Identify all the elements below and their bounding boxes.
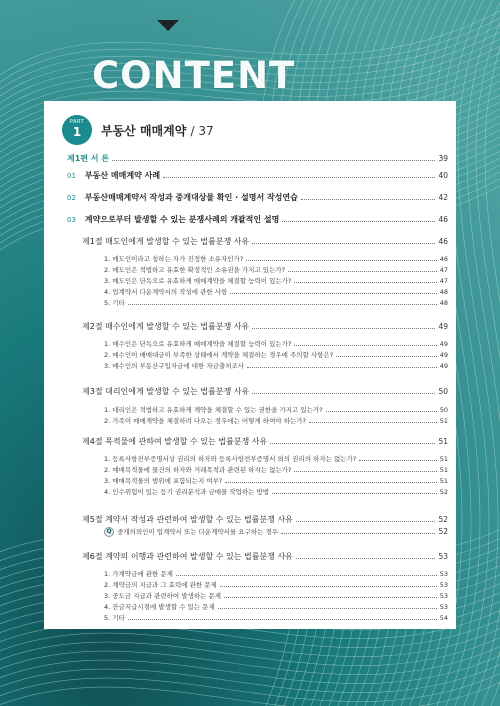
dot-leader	[252, 328, 435, 329]
page-number: 52	[438, 527, 448, 536]
toc-entry-text: 제1절 매도인에게 발생할 수 있는 법률분쟁 사유	[82, 237, 250, 246]
page-number: 47	[439, 276, 448, 285]
page-number: 49	[439, 361, 448, 370]
toc-row-item	[104, 453, 448, 464]
page-number: 48	[439, 287, 448, 296]
toc-entry-text: 3. 매도인은 단독으로 유효하게 매매계약을 체결할 능력이 있는가?	[104, 277, 292, 285]
toc-row-item	[104, 590, 448, 601]
toc-row-item	[104, 349, 448, 360]
toc-row-item	[104, 253, 448, 264]
toc-entry-text: 4. 잔금지급시점에 발생할 수 있는 문제	[104, 603, 215, 611]
toc-entry-text: 부동산매매계약서 작성과 중개대상물 확인 · 설명서 작성연습	[84, 193, 298, 202]
page-number: 46	[438, 237, 448, 246]
toc-row-sub	[82, 321, 448, 332]
toc-entry-text: 1. 매도인이라고 칭하는 자가 진정한 소유자인가?	[104, 255, 244, 263]
toc-entry-text: 제3절 대리인에게 발생할 수 있는 법률분쟁 사유	[82, 387, 250, 396]
toc-entry-text: 5. 기타	[104, 299, 125, 307]
part-label: PART	[69, 119, 85, 125]
toc-row-item	[104, 297, 448, 308]
dot-leader	[326, 411, 437, 412]
dot-leader	[288, 271, 437, 272]
toc-row-item	[104, 601, 448, 612]
dot-leader	[294, 282, 436, 283]
header-marker-triangle	[157, 20, 179, 31]
dot-leader	[309, 422, 437, 423]
page-number: 54	[439, 613, 448, 622]
toc-entry-text: 3. 매매목적물의 범위에 포함되는지 여부?	[104, 477, 223, 485]
toc-row-item	[104, 415, 448, 426]
page-number: 50	[439, 405, 448, 414]
toc-row-chap	[67, 192, 448, 203]
dot-leader	[176, 575, 437, 576]
toc-row-item	[104, 286, 448, 297]
toc-entry-text: 계약으로부터 발생할 수 있는 분쟁사례의 개괄적인 설명	[84, 215, 280, 224]
part-title	[101, 122, 214, 139]
page-number: 53	[438, 552, 448, 561]
page-number: 51	[439, 454, 448, 463]
toc-entry-text: 제1편 서 론	[67, 154, 110, 163]
toc-row-sub	[82, 236, 448, 247]
page-number: 51	[439, 476, 448, 485]
dot-leader	[247, 367, 437, 368]
dot-leader	[296, 558, 436, 559]
toc-row-item	[104, 475, 448, 486]
page-number: 52	[439, 487, 448, 496]
toc-row-sub	[82, 386, 448, 397]
page-number: 42	[438, 193, 448, 202]
part-badge	[62, 115, 92, 145]
dot-leader	[246, 260, 436, 261]
dot-leader	[270, 443, 435, 444]
dot-leader	[128, 304, 437, 305]
part-title-text: 부동산 매매계약	[101, 124, 187, 138]
toc-row-item	[104, 404, 448, 415]
toc-entry-text: 2. 가족이 매매계약을 체결하려 나오는 경우에는 어떻게 하여야 하는가?	[104, 417, 306, 425]
toc-row-sub	[82, 436, 448, 447]
dot-leader	[301, 199, 436, 200]
toc-row-sub	[82, 551, 448, 562]
question-icon: Q	[104, 527, 114, 537]
page-number: 53	[439, 580, 448, 589]
toc-row-sub	[82, 514, 448, 525]
chapter-number: 03	[67, 215, 76, 224]
page-number: 39	[438, 154, 448, 163]
page-number: 40	[438, 171, 448, 180]
toc-entry-text: 1. 대리인은 적법하고 유효하게 계약을 체결할 수 있는 권한을 가지고 있는가?	[104, 406, 323, 414]
toc-entry-text: 부동산 매매계약 사례	[84, 171, 161, 180]
toc-row-item	[104, 486, 448, 497]
toc-entry-text: 4. 인수위험이 있는 등기 권리분석과 금매물 작업하는 방법	[104, 488, 270, 496]
toc-entry-text: 2. 매수인이 매매대금이 부족한 상태에서 계약을 체결하는 경우에 주의할 사항은?	[104, 351, 334, 359]
dot-leader	[163, 177, 435, 178]
chapter-number: 01	[67, 171, 76, 180]
toc-row-chap	[67, 170, 448, 181]
toc-row-chap	[67, 214, 448, 225]
toc-entry-text: 제2절 매수인에게 발생할 수 있는 법률분쟁 사유	[82, 322, 250, 331]
toc-entry-text: 중개의뢰인이 업계약서 또는 다운계약서를 요구하는 경우	[117, 528, 279, 536]
dot-leader	[296, 521, 436, 522]
dot-leader	[252, 243, 435, 244]
dot-leader	[230, 293, 436, 294]
page-number: 53	[439, 591, 448, 600]
toc-entry-text: 1. 가계약금에 관한 문제	[104, 570, 173, 578]
dot-leader	[128, 619, 437, 620]
dot-leader	[336, 356, 437, 357]
toc-entry-text: 제5절 계약서 작성과 관련하여 발생할 수 있는 법률분쟁 사유	[82, 515, 293, 524]
toc-entry-text: 5. 기타	[104, 614, 125, 622]
chapter-number: 02	[67, 193, 76, 202]
toc-entry-text: 1. 등록사항전부증명서상 권리의 하자와 등록사항전부증명서 외의 권리의 하자는 없는가?	[104, 455, 357, 463]
page-number: 47	[439, 265, 448, 274]
dot-leader	[252, 393, 435, 394]
dot-leader	[294, 345, 436, 346]
toc-row-item	[104, 568, 448, 579]
page-number: 46	[438, 215, 448, 224]
page-number: 49	[439, 350, 448, 359]
dot-leader	[220, 586, 437, 587]
toc-row-item	[104, 612, 448, 623]
toc-row-q	[104, 526, 448, 537]
dot-leader	[218, 608, 437, 609]
dot-leader	[225, 482, 436, 483]
toc-entry-text: 2. 매도인은 적법하고 유효한 확정적인 소유권을 가지고 있는가?	[104, 266, 286, 274]
page-number: 51	[438, 437, 448, 446]
toc-entry-text: 4. 업계약서 다운계약서의 작성에 관한 사항	[104, 288, 228, 296]
dot-leader	[281, 533, 435, 534]
page-number: 49	[438, 322, 448, 331]
dot-leader	[359, 460, 436, 461]
toc-entry-text: 1. 매수인은 단독으로 유효하게 매매계약을 체결할 능력이 있는가?	[104, 340, 292, 348]
page-number: 48	[439, 298, 448, 307]
toc-entry-text: 3. 중도금 지급과 관련하여 발생하는 문제	[104, 592, 221, 600]
page-number: 49	[439, 339, 448, 348]
part-page: / 37	[190, 124, 214, 138]
toc-row-sec	[67, 153, 448, 164]
dot-leader	[282, 221, 435, 222]
page-number: 53	[439, 569, 448, 578]
toc-entry-text: 제6절 계약의 이행과 관련하여 발생할 수 있는 법률분쟁 사유	[82, 552, 293, 561]
toc-entry-text: 2. 계약금의 지급과 그 효력에 관한 문제	[104, 581, 217, 589]
part-number: 1	[72, 125, 82, 139]
toc-entry-text: 2. 매매목적물에 물건의 하자와 거래목적과 관련된 하자는 없는가?	[104, 466, 292, 474]
toc-entry-text: 3. 매수인의 부동산구입자금에 대한 자금출처조사	[104, 362, 245, 370]
toc-row-item	[104, 338, 448, 349]
page-number: 51	[439, 465, 448, 474]
toc-row-item	[104, 464, 448, 475]
page-number: 53	[439, 602, 448, 611]
page-number: 52	[438, 515, 448, 524]
toc-row-item	[104, 579, 448, 590]
toc-row-item	[104, 264, 448, 275]
dot-leader	[294, 471, 436, 472]
page-number: 51	[439, 416, 448, 425]
page-number: 46	[439, 254, 448, 263]
page-number: 50	[438, 387, 448, 396]
toc-row-item	[104, 275, 448, 286]
dot-leader	[112, 160, 435, 161]
toc-entry-text: 제4절 목적물에 관하여 발생할 수 있는 법률분쟁 사유	[82, 437, 268, 446]
toc-row-item	[104, 360, 448, 371]
dot-leader	[224, 597, 437, 598]
dot-leader	[272, 493, 437, 494]
page-title: CONTENT	[92, 54, 296, 97]
